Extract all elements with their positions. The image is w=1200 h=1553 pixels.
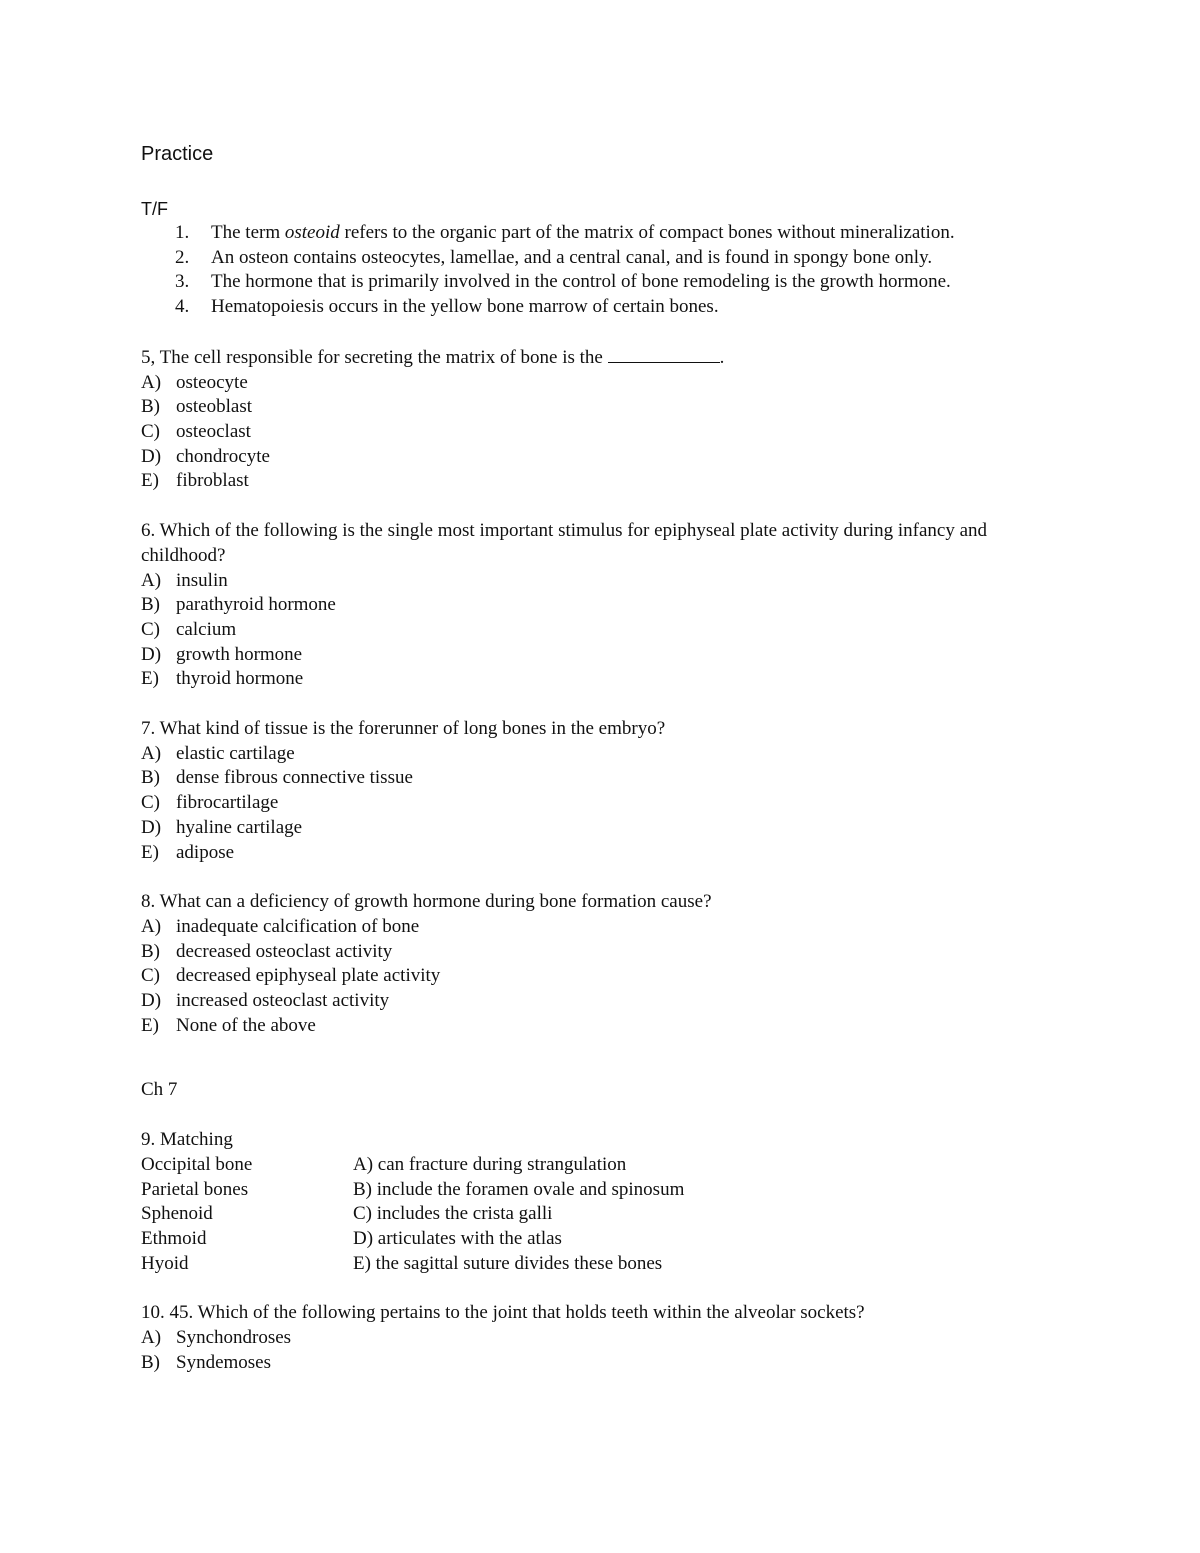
option <box>141 618 1101 643</box>
option-letter: D) <box>141 643 162 665</box>
option <box>141 964 1101 989</box>
option <box>141 569 1101 594</box>
matching-term: Occipital bone <box>141 1153 253 1175</box>
tf-item-number: 3. <box>175 271 190 293</box>
tf-list <box>141 221 1101 320</box>
option-text: None of the above <box>176 1014 316 1036</box>
option-letter: A) <box>141 915 162 937</box>
question-10 <box>141 1301 1101 1375</box>
chapter-heading: Ch 7 <box>141 1079 178 1101</box>
question-stem-end: . <box>719 346 725 368</box>
question-stem: 6. Which of the following is the single most important stimulus for epiphyseal plate activity during infancy and childhood? <box>141 520 988 566</box>
option-text: thyroid hormone <box>176 668 304 690</box>
option-letter: E) <box>141 668 159 690</box>
tf-item-text: The hormone that is primarily involved in the control of bone remodeling is the growth hormone. <box>211 271 951 293</box>
matching-answer: C) includes the crista galli <box>353 1203 553 1225</box>
option-text: Synchondroses <box>176 1327 292 1349</box>
option <box>141 841 1101 866</box>
option-text: decreased epiphyseal plate activity <box>176 965 441 987</box>
option <box>141 469 1101 494</box>
option-letter: E) <box>141 470 159 492</box>
option-letter: C) <box>141 421 160 443</box>
option-letter: C) <box>141 965 160 987</box>
tf-item <box>141 270 1101 295</box>
option <box>141 445 1101 470</box>
option <box>141 816 1101 841</box>
option-letter: C) <box>141 618 160 640</box>
option-letter: A) <box>141 371 162 393</box>
option-letter: A) <box>141 569 162 591</box>
option-letter: A) <box>141 742 162 764</box>
question-7 <box>141 717 1101 865</box>
option-text: fibrocartilage <box>176 792 279 814</box>
question-stem-text: 5, The cell responsible for secreting the matrix of bone is the <box>141 346 608 368</box>
option-letter: B) <box>141 396 160 418</box>
option <box>141 940 1101 965</box>
option-text: increased osteoclast activity <box>176 990 390 1012</box>
option-letter: B) <box>141 1351 160 1373</box>
matching-term: Ethmoid <box>141 1228 207 1249</box>
option <box>141 742 1101 767</box>
option-letter: D) <box>141 990 162 1012</box>
matching-row <box>141 1153 1101 1178</box>
tf-item-number: 1. <box>175 222 190 243</box>
option <box>141 1014 1101 1039</box>
option <box>141 989 1101 1014</box>
tf-item-text: Hematopoiesis occurs in the yellow bone marrow of certain bones. <box>211 296 719 318</box>
option <box>141 643 1101 668</box>
tf-item-text-rest: refers to the organic part of the matrix of compact bones without mineralization. <box>339 222 955 243</box>
option-text: parathyroid hormone <box>176 594 336 616</box>
option-text: insulin <box>176 569 228 591</box>
matching-row <box>141 1178 1101 1203</box>
matching-row <box>141 1202 1101 1227</box>
matching-term: Parietal bones <box>141 1178 249 1200</box>
option <box>141 766 1101 791</box>
tf-item-text: An osteon contains osteocytes, lamellae, and a central canal, and is found in spongy bone only. <box>211 246 933 268</box>
option-text: chondrocyte <box>176 445 270 467</box>
tf-item <box>141 221 1101 246</box>
matching-row <box>141 1227 1101 1252</box>
option <box>141 791 1101 816</box>
option <box>141 593 1101 618</box>
option <box>141 371 1101 396</box>
matching-answer: D) articulates with the atlas <box>353 1228 562 1249</box>
option-text: dense fibrous connective tissue <box>176 767 413 789</box>
option-text: calcium <box>176 618 237 640</box>
option <box>141 1326 1101 1351</box>
option-letter: E) <box>141 1014 159 1036</box>
question-9 <box>141 1128 1101 1276</box>
question-8 <box>141 890 1101 1038</box>
question-5 <box>141 345 1101 494</box>
question-stem: 7. What kind of tissue is the forerunner of long bones in the embryo? <box>141 718 666 740</box>
option <box>141 395 1101 420</box>
option-letter: B) <box>141 767 160 789</box>
option-text: fibroblast <box>176 470 249 492</box>
question-stem <box>141 345 1101 371</box>
tf-item-text: The term <box>211 222 285 243</box>
option-text: Syndemoses <box>176 1351 271 1373</box>
matching-answer: A) can fracture during strangulation <box>353 1153 627 1175</box>
matching-term: Sphenoid <box>141 1203 213 1225</box>
option-letter: E) <box>141 841 159 863</box>
option <box>141 420 1101 445</box>
document-content <box>141 141 1101 1401</box>
option-text: adipose <box>176 841 235 863</box>
option-text: decreased osteoclast activity <box>176 940 393 962</box>
question-6 <box>141 519 1101 692</box>
option <box>141 667 1101 692</box>
tf-item <box>141 295 1101 320</box>
question-stem: 9. Matching <box>141 1129 233 1151</box>
option-letter: C) <box>141 792 160 814</box>
option-text: growth hormone <box>176 643 303 665</box>
option <box>141 1351 1101 1376</box>
option-text: inadequate calcification of bone <box>176 915 420 937</box>
option-text: elastic cartilage <box>176 742 295 764</box>
option-letter: D) <box>141 816 162 838</box>
question-stem: 8. What can a deficiency of growth hormone during bone formation cause? <box>141 891 712 913</box>
question-stem: 10. 45. Which of the following pertains to the joint that holds teeth within the alveolar sockets? <box>141 1302 865 1324</box>
answer-blank <box>608 345 720 363</box>
tf-item-number: 4. <box>175 296 190 318</box>
option-letter: A) <box>141 1327 162 1349</box>
tf-heading: T/F <box>141 199 168 219</box>
tf-item-emphasis: osteoid <box>284 222 340 243</box>
page-title: Practice <box>141 143 214 165</box>
option-letter: B) <box>141 940 160 962</box>
option-letter: B) <box>141 594 160 616</box>
matching-answer: E) the sagittal suture divides these bones <box>353 1252 663 1274</box>
option-text: osteoclast <box>176 421 251 443</box>
matching-answer: B) include the foramen ovale and spinosum <box>353 1178 685 1200</box>
option <box>141 915 1101 940</box>
option-text: osteocyte <box>176 371 248 393</box>
tf-item <box>141 246 1101 271</box>
matching-term: Hyoid <box>141 1252 189 1274</box>
option-text: osteoblast <box>176 396 252 418</box>
matching-row <box>141 1252 1101 1277</box>
option-letter: D) <box>141 445 162 467</box>
tf-item-number: 2. <box>175 246 190 268</box>
option-text: hyaline cartilage <box>176 816 303 838</box>
